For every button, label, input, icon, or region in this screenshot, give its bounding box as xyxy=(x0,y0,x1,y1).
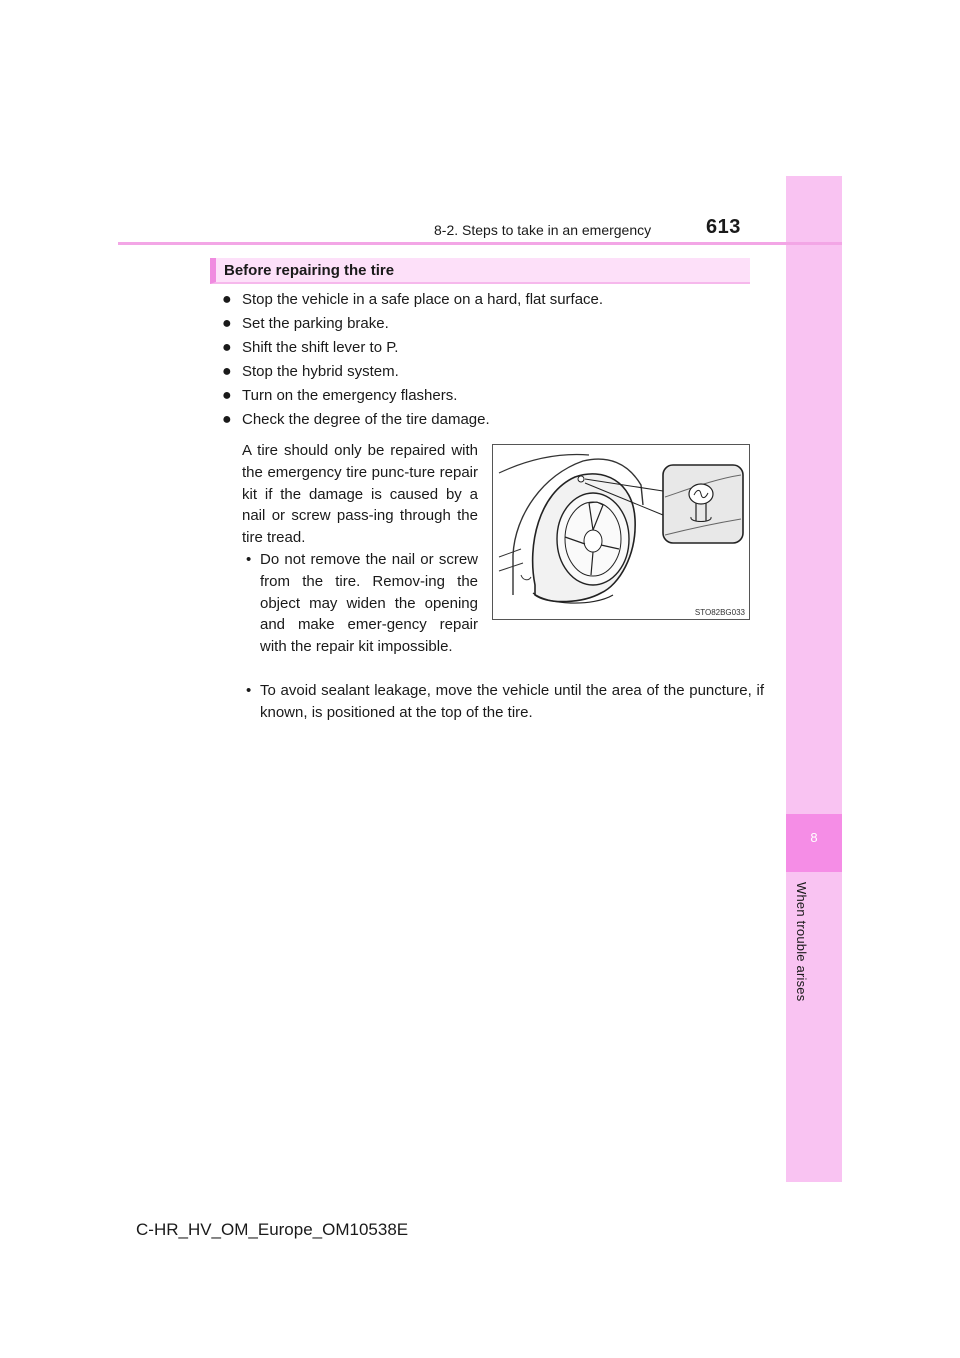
list-item: ● Shift the shift lever to P. xyxy=(222,339,399,356)
list-item: ● Set the parking brake. xyxy=(222,315,389,332)
header-rule xyxy=(118,242,842,245)
bullet-icon: ● xyxy=(222,363,232,380)
flat-tire-with-screw-illustration xyxy=(493,445,749,619)
chapter-title: When trouble arises xyxy=(794,882,809,1002)
chapter-number: 8 xyxy=(810,830,818,845)
sub-item: • Do not remove the nail or screw from the tire. Remov-ing the object may widen the opening and make emer-gency repair with the repair kit impossible. xyxy=(246,550,478,656)
list-item: ● Stop the vehicle in a safe place on a hard, flat surface. xyxy=(222,291,604,308)
list-item: ● Stop the hybrid system. xyxy=(222,363,399,380)
bullet-icon: ● xyxy=(222,291,232,308)
flat-tire-figure xyxy=(492,444,750,620)
sub-bullet-icon: • xyxy=(246,550,252,568)
bullet-icon: ● xyxy=(222,387,232,404)
figure-code: STO82BG033 xyxy=(694,608,745,617)
chapter-number-box xyxy=(786,814,842,872)
step-list xyxy=(222,290,603,434)
document-code-footer: C-HR_HV_OM_Europe_OM10538E xyxy=(136,1220,409,1239)
header-section-title: 8-2. Steps to take in an emergency xyxy=(434,222,652,238)
page-number: 613 xyxy=(706,216,741,238)
bullet-icon: ● xyxy=(222,411,232,428)
sub-bullet-icon: • xyxy=(246,682,252,699)
section-heading-text: Before repairing the tire xyxy=(224,262,395,279)
bullet-icon: ● xyxy=(222,315,232,332)
list-item: ● Turn on the emergency flashers. xyxy=(222,387,458,404)
section-heading xyxy=(210,258,750,284)
sub-item: • To avoid sealant leakage, move the vehicle until the area of the puncture, if known, is positioned at the top of the tire. xyxy=(246,682,764,721)
side-tab xyxy=(786,176,842,1182)
paragraph-text: A tire should only be repaired with the emergency tire punc-ture repair kit if the damage is caused by a nail or screw pass-ing through the tire tread. xyxy=(242,442,478,547)
bullet-icon: ● xyxy=(222,339,232,356)
damage-explanation xyxy=(242,440,478,658)
list-item: ● Check the degree of the tire damage. xyxy=(222,411,490,428)
